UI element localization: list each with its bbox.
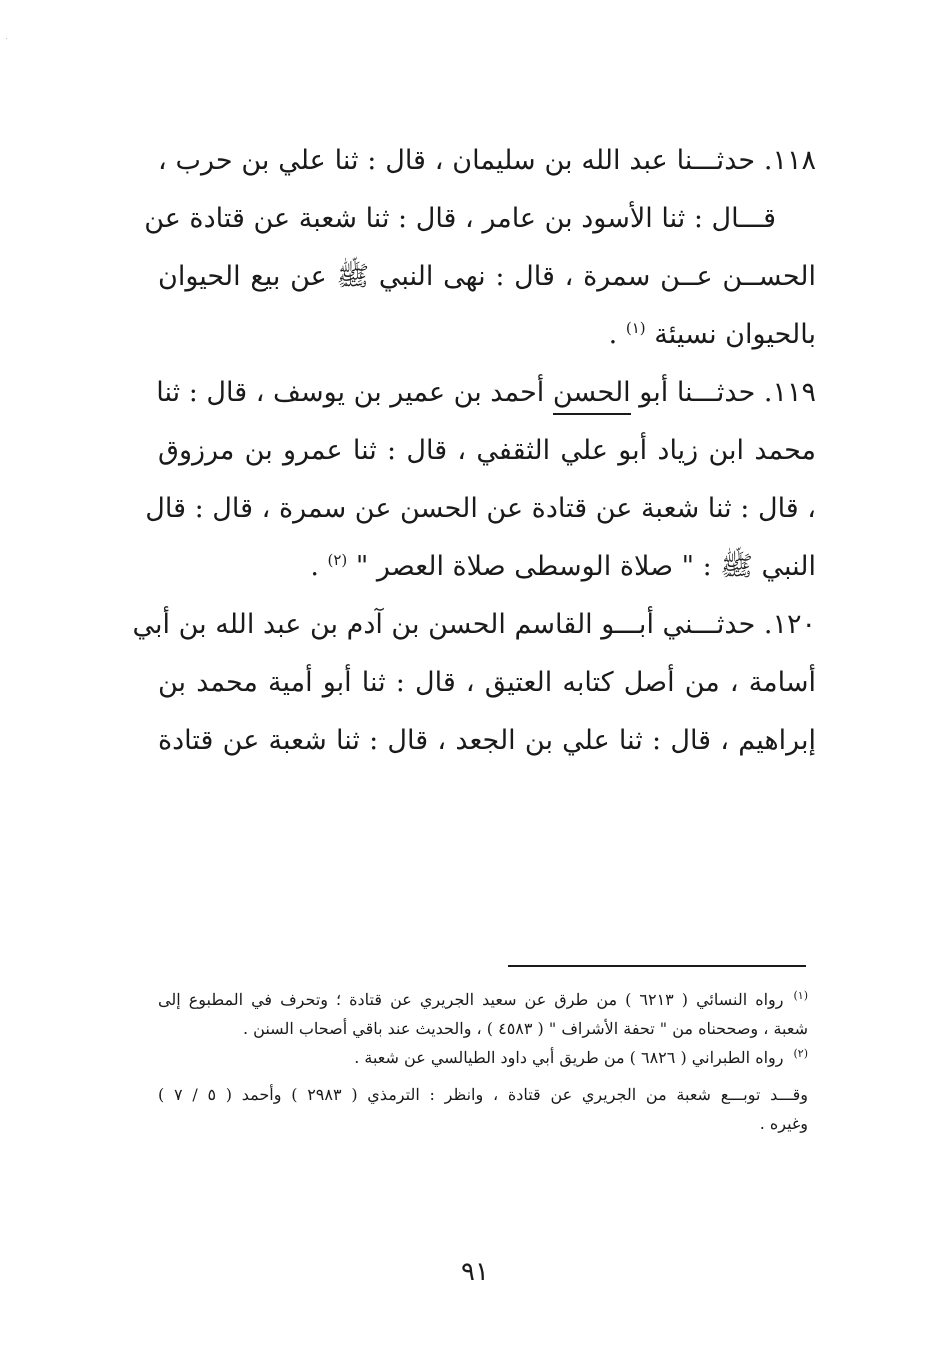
hadith-118-line-2 bbox=[144, 190, 816, 248]
hadith-120-line-3 bbox=[158, 712, 816, 770]
footnote-2-line-2 bbox=[158, 1080, 808, 1109]
hadith-118-line-4 bbox=[158, 306, 816, 364]
footnote-2-text-3: وغيره . bbox=[759, 1114, 808, 1133]
footnote-1-text-2: شعبة ، وصححناه من " تحفة الأشراف " ( ٤٥٨٣ ) ، والحديث عند باقي أصحاب السنن . bbox=[242, 1019, 808, 1038]
hadith-118-text-4: بالحيوان نسيئة bbox=[654, 319, 816, 350]
hadith-118-number: ١١٨ bbox=[772, 145, 816, 176]
hadith-119-line-4 bbox=[158, 538, 816, 596]
footnote-2-marker: (٢) bbox=[793, 1046, 808, 1060]
main-text bbox=[132, 132, 816, 770]
hadith-120-text-2: أسامة ، من أصل كتابه العتيق ، قال : ثنا أبو أمية محمد بن bbox=[158, 667, 816, 698]
hadith-119-text-1b: أحمد بن عمير بن يوسف ، قال : ثنا bbox=[156, 377, 545, 408]
hadith-119-text-4: النبي ﷺ : " صلاة الوسطى صلاة العصر " bbox=[355, 551, 816, 582]
footnote-1-marker: (١) bbox=[793, 988, 809, 1002]
hadith-119-text-3: ، قال : ثنا شعبة عن قتادة عن الحسن عن سمرة ، قال : قال bbox=[145, 493, 816, 524]
footnote-2-text-2: وقـــد توبـــع شعبة من الجريري عن قتادة ، وانظر : الترمذي ( ٢٩٨٣ ) وأحمد ( ٥ / ٧ ) bbox=[158, 1085, 809, 1104]
hadith-118-line-3 bbox=[158, 248, 816, 306]
footnote-1-line-2 bbox=[158, 1014, 808, 1043]
page-number: ٩١ bbox=[461, 1257, 489, 1287]
hadith-118-text-1: حدثـــنا عبد الله بن سليمان ، قال : ثنا علي بن حرب ، bbox=[158, 145, 756, 176]
footnote-ref-2: (٢) bbox=[327, 551, 348, 569]
hadith-118-text-3: الحســن عــن سمرة ، قال : نهى النبي ﷺ عن بيع الحيوان bbox=[158, 261, 816, 292]
hadith-120-line-1: ١٢٠. حدثـــني أبـــو القاسم الحسن بن آدم بن عبد الله بن أبي bbox=[132, 609, 816, 640]
footnote-2-text-1: رواه الطبراني ( ٦٨٢٦ ) من طريق أبي داود الطيالسي عن شعبة . bbox=[354, 1048, 784, 1067]
hadith-119-text-1a: حدثـــنا أبو bbox=[639, 377, 756, 408]
hadith-120-text-3: إبراهيم ، قال : ثنا علي بن الجعد ، قال : ثنا شعبة عن قتادة bbox=[158, 725, 816, 756]
footnote-1-text-1: رواه النسائي ( ٦٢١٣ ) من طرق عن سعيد الجريري عن قتادة ؛ وتحرف في المطبوع إلى bbox=[158, 990, 784, 1009]
hadith-119-end: . bbox=[310, 551, 319, 582]
hadith-119-line-3 bbox=[145, 480, 816, 538]
hadith-120-number: ١٢٠ bbox=[772, 609, 816, 640]
scan-mark bbox=[6, 38, 7, 39]
hadith-118-line-1: ١١٨. حدثـــنا عبد الله بن سليمان ، قال : ثنا علي بن حرب ، bbox=[158, 145, 816, 176]
footnote-1-line-1 bbox=[158, 985, 808, 1014]
footnote-2-line-1 bbox=[158, 1043, 808, 1072]
hadith-118-end: . bbox=[608, 319, 618, 350]
footnote-2-line-3 bbox=[158, 1109, 808, 1138]
footnotes bbox=[158, 985, 808, 1138]
hadith-120-line-2 bbox=[158, 654, 816, 712]
hadith-120-text-1: حدثـــني أبـــو القاسم الحسن بن آدم بن عبد الله بن أبي bbox=[132, 609, 756, 640]
hadith-118-text-2: قـــال : ثنا الأسود بن عامر ، قال : ثنا شعبة عن قتادة عن bbox=[144, 203, 776, 234]
hadith-119-line-1: ١١٩. حدثـــنا أبو الحسن أحمد بن عمير بن يوسف ، قال : ثنا bbox=[158, 364, 816, 422]
footnote-ref-1: (١) bbox=[625, 319, 646, 337]
footnote-separator bbox=[508, 965, 806, 967]
underlined-word: الحسن bbox=[553, 373, 631, 415]
hadith-119-number: ١١٩ bbox=[772, 377, 816, 408]
hadith-119-line-2 bbox=[158, 422, 816, 480]
hadith-119-text-2: محمد ابن زياد أبو علي الثقفي ، قال : ثنا عمرو بن مرزوق bbox=[158, 435, 816, 466]
